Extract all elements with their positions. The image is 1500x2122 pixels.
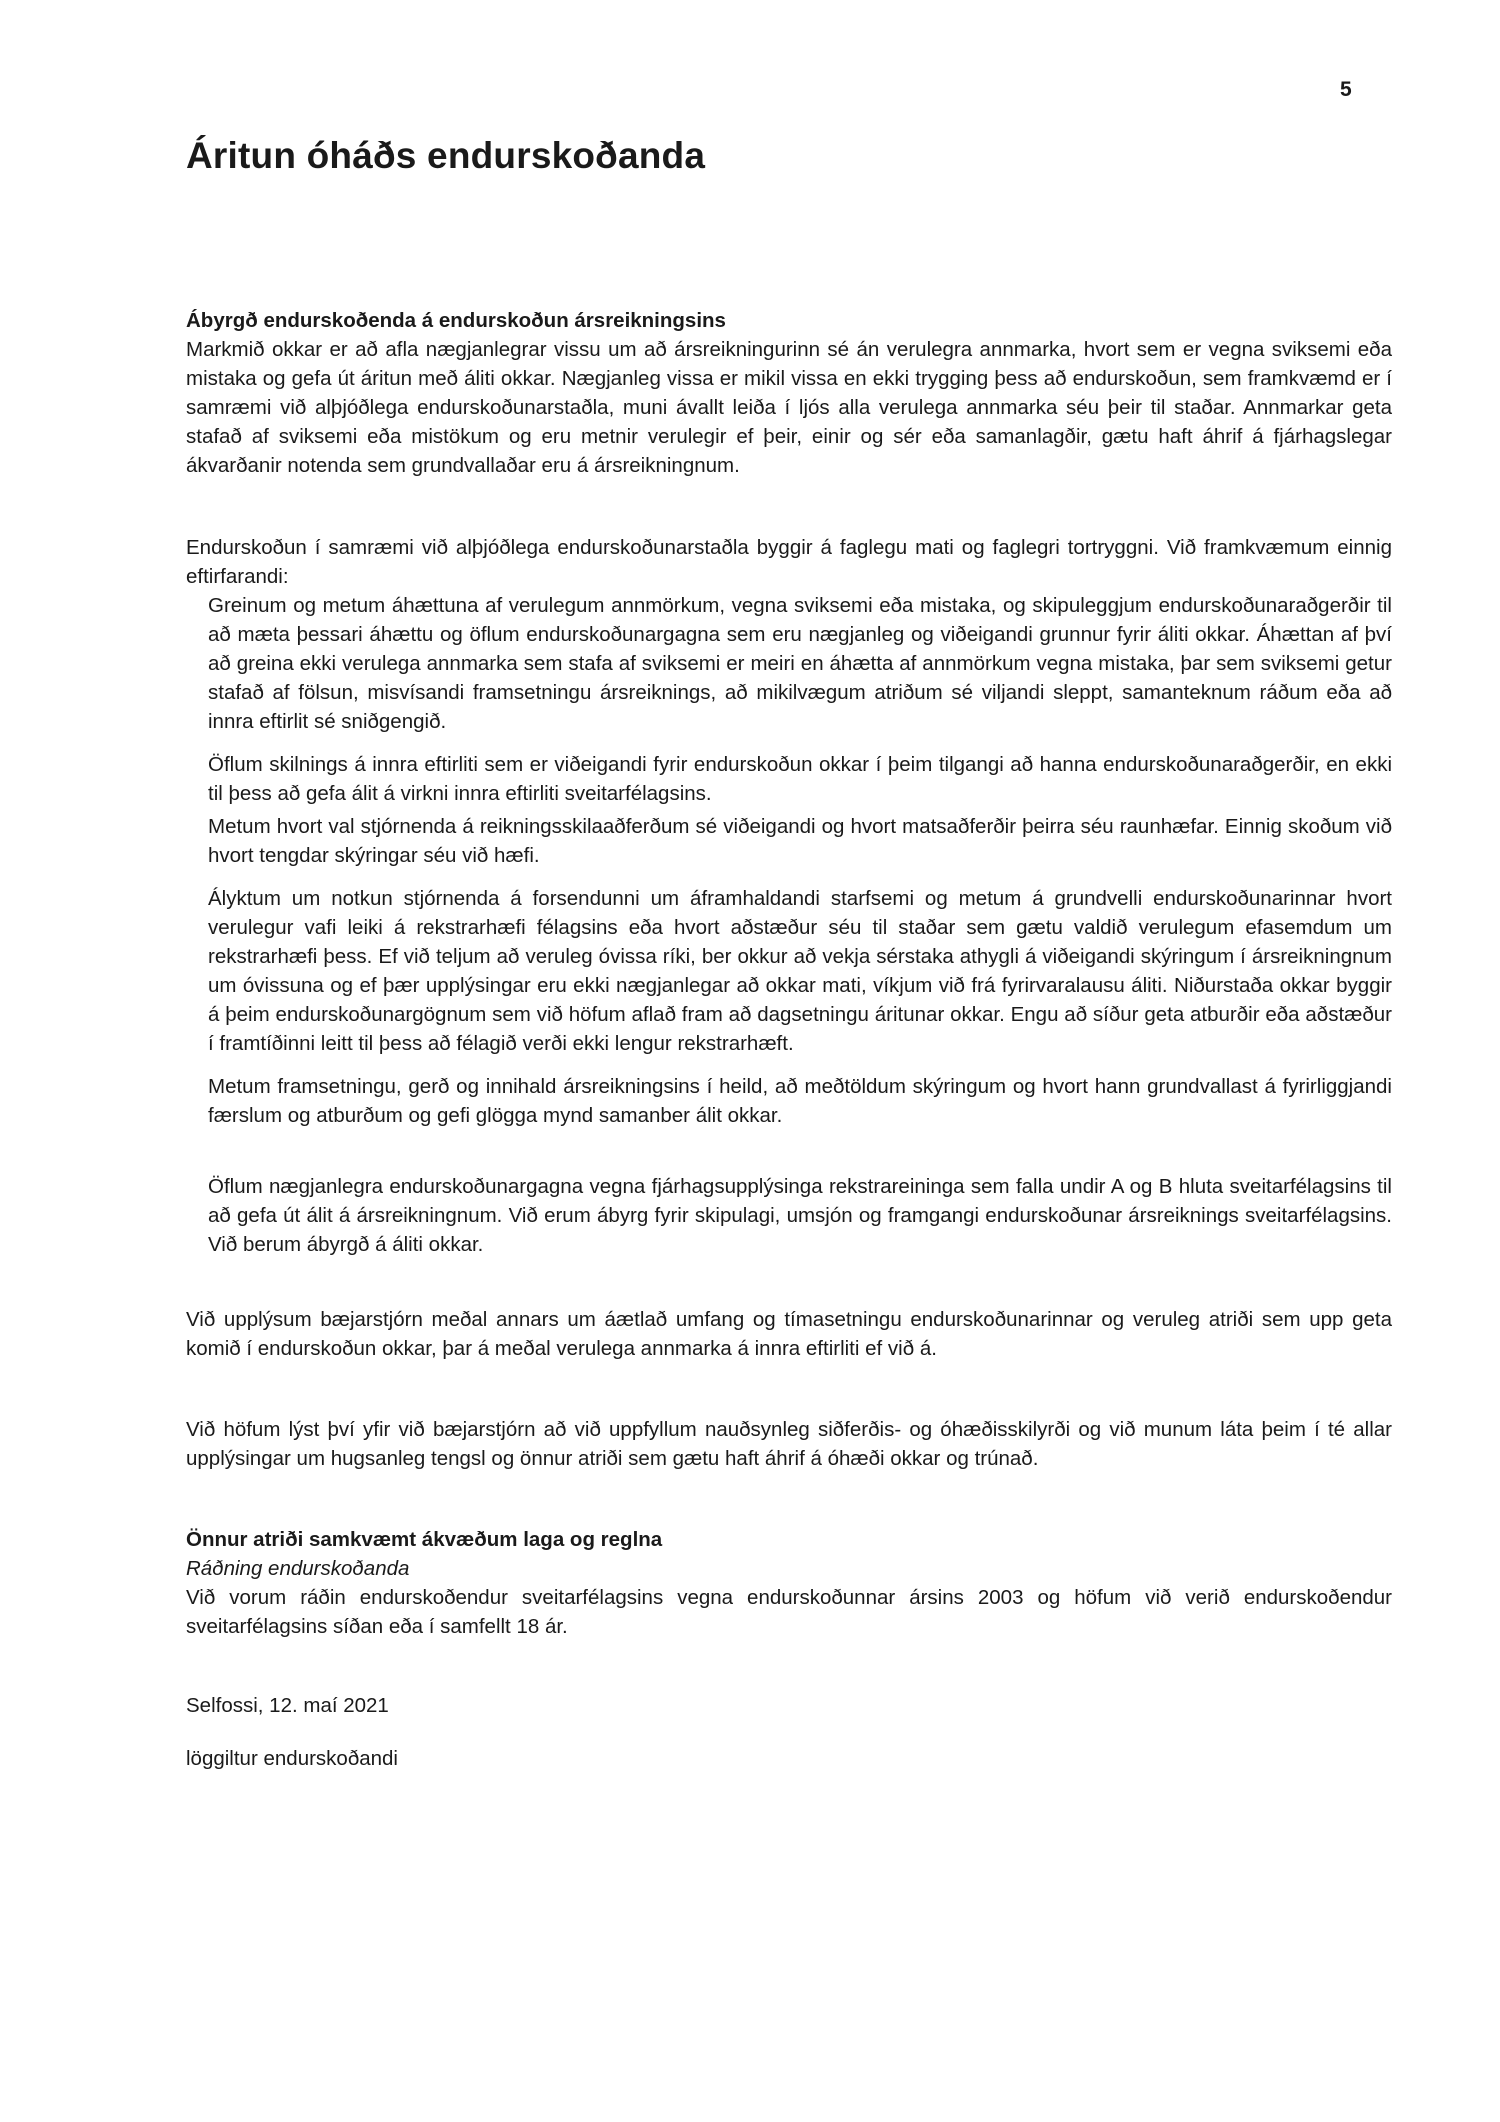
communication-paragraph: Við upplýsum bæjarstjórn meðal annars um áætlað umfang og tímasetningu endurskoðunarinnar og veruleg atriði sem upp geta komið í endurskoðun okkar, þar á meðal verulega annmarka á innra eftirliti ef við á. [186, 1308, 1392, 1360]
other-matters-paragraph: Við vorum ráðin endurskoðendur sveitarfélagsins vegna endurskoðunnar ársins 2003 og höfum við verið endurskoðendur sveitarfélagsins síðan eða í samfellt 18 ár. [186, 1586, 1392, 1638]
procedures-list [186, 591, 1392, 1259]
auditor-title: löggiltur endurskoðandi [186, 1747, 398, 1770]
responsibility-heading: Ábyrgð endurskoðenda á endurskoðun ársreikningsins [186, 309, 726, 332]
procedure-item: Öflum nægjanlegra endurskoðunargagna vegna fjárhagsupplýsinga rekstrareininga sem falla undir A og B hluta sveitarfélagsins til að gefa út álit á ársreikningnum. Við erum ábyrg fyrir skipulagi, umsjón og framgangi endurskoðunar ársreiknings sveitarfélagsins. Við berum ábyrgð á áliti okkar. [208, 1175, 1392, 1256]
procedures-intro: Endurskoðun í samræmi við alþjóðlega endurskoðunarstaðla byggir á faglegu mati og faglegri tortryggni. Við framkvæmum einnig eftirfarandi: [186, 536, 1392, 588]
procedure-item: Metum hvort val stjórnenda á reikningsskilaaðferðum sé viðeigandi og hvort matsaðferðir þeirra séu raunhæfar. Einnig skoðum við hvort tengdar skýringar séu við hæfi. [208, 815, 1392, 867]
procedure-item: Greinum og metum áhættuna af verulegum annmörkum, vegna sviksemi eða mistaka, og skipuleggjum endurskoðunaraðgerðir til að mæta þessari áhættu og öflum endurskoðunargagna sem eru nægjanleg og viðeigandi grunnur fyrir áliti okkar. Áhættan af því að greina ekki verulega annmarka sem stafa af sviksemi er meiri en áhætta af annmörkum vegna mistaka, þar sem sviksemi getur stafað af fölsun, misvísandi framsetningu ársreiknings, að mikilvægum atriðum sé viljandi sleppt, samanteknum ráðum eða að innra eftirlit sé sniðgengið. [208, 594, 1392, 733]
other-matters-subheading: Ráðning endurskoðanda [186, 1557, 410, 1580]
responsibility-paragraph: Markmið okkar er að afla nægjanlegrar vissu um að ársreikningurinn sé án verulegra annmarka, hvort sem er vegna sviksemi eða mistaka og gefa út áritun með áliti okkar. Nægjanleg vissa er mikil vissa en ekki trygging þess að endurskoðun, sem framkvæmd er í samræmi við alþjóðlega endurskoðunarstaðla, muni ávallt leiða í ljós alla verulega annmarka séu þeir til staðar. Annmarkar geta stafað af sviksemi eða mistökum og eru metnir verulegir ef þeir, einir og sér eða samanlagðir, gætu haft áhrif á fjárhagslegar ákvarðanir notenda sem grundvallaðar eru á ársreikningnum. [186, 338, 1392, 477]
other-matters-heading: Önnur atriði samkvæmt ákvæðum laga og reglna [186, 1528, 663, 1551]
place-date: Selfossi, 12. maí 2021 [186, 1694, 389, 1717]
procedure-item: Ályktum um notkun stjórnenda á forsendunni um áframhaldandi starfsemi og metum á grundvelli endurskoðunarinnar hvort verulegur vafi leiki á rekstrarhæfi félagsins eða hvort aðstæður séu til staðar sem gætu valdið verulegum efasemdum um rekstrarhæfi þess. Ef við teljum að veruleg óvissa ríki, ber okkur að vekja sérstaka athygli á viðeigandi skýringum í ársreikningnum um óvissuna og ef þær upplýsingar eru ekki nægjanlegar að okkar mati, víkjum við frá fyrirvaralausu áliti. Niðurstaða okkar byggir á þeim endurskoðunargögnum sem við höfum aflað fram að dagsetningu áritunar okkar. Engu að síður geta atburðir eða aðstæður í framtíðinni leitt til þess að félagið verði ekki lengur rekstrarhæft. [208, 887, 1392, 1055]
responsibility-section [186, 306, 1392, 480]
page-number: 5 [1340, 78, 1352, 101]
document-title: Áritun óháðs endurskoðanda [186, 135, 706, 176]
document-body [186, 306, 1392, 1773]
procedure-item: Metum framsetningu, gerð og innihald ársreikningsins í heild, að meðtöldum skýringum og hvort hann grundvallast á fyrirliggjandi færslum og atburðum og gefi glögga mynd samanber álit okkar. [208, 1075, 1392, 1127]
procedure-item: Öflum skilnings á innra eftirliti sem er viðeigandi fyrir endurskoðun okkar í þeim tilgangi að hanna endurskoðunaraðgerðir, en ekki til þess að gefa álit á virkni innra eftirliti sveitarfélagsins. [208, 753, 1392, 805]
independence-paragraph: Við höfum lýst því yfir við bæjarstjórn að við uppfyllum nauðsynleg siðferðis- og óhæðisskilyrði og við munum láta þeim í té allar upplýsingar um hugsanleg tengsl og önnur atriði sem gætu haft áhrif á óhæði okkar og trúnað. [186, 1418, 1392, 1470]
other-matters-section [186, 1525, 1392, 1641]
